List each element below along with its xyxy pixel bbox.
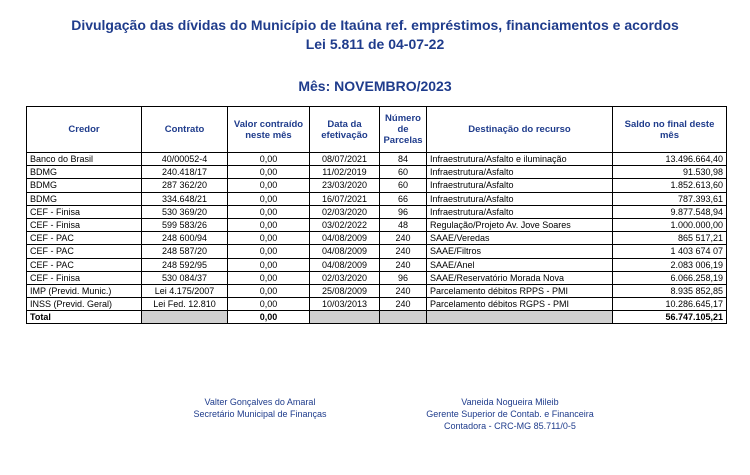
table-cell: 25/08/2009	[310, 284, 380, 297]
table-cell: 0,00	[228, 218, 310, 231]
table-cell: BDMG	[27, 179, 142, 192]
table-cell: Parcelamento débitos RPPS - PMI	[427, 284, 613, 297]
table-cell: CEF - PAC	[27, 232, 142, 245]
column-header: Contrato	[142, 107, 228, 153]
total-row	[27, 311, 727, 324]
table-cell: 40/00052-4	[142, 153, 228, 166]
table-row	[27, 284, 727, 297]
table-cell: Regulação/Projeto Av. Jove Soares	[427, 218, 613, 231]
signature-right	[390, 396, 630, 432]
table-cell: 08/07/2021	[310, 153, 380, 166]
table-cell: 0,00	[228, 298, 310, 311]
column-header: Destinação do recurso	[427, 107, 613, 153]
table-row	[27, 153, 727, 166]
table-row	[27, 179, 727, 192]
table-cell: 287 362/20	[142, 179, 228, 192]
total-saldo: 56.747.105,21	[613, 311, 727, 324]
table-cell: 6.066.258,19	[613, 271, 727, 284]
table-cell: 240	[380, 258, 427, 271]
table-cell: SAAE/Reservatório Morada Nova	[427, 271, 613, 284]
table-cell: 248 592/95	[142, 258, 228, 271]
table-cell: 240.418/17	[142, 166, 228, 179]
table-cell: 03/02/2022	[310, 218, 380, 231]
table-cell: 248 587/20	[142, 245, 228, 258]
table-cell: 1.000.000,00	[613, 218, 727, 231]
table-cell: 1.852.613,60	[613, 179, 727, 192]
table-cell: SAAE/Anel	[427, 258, 613, 271]
table-cell: 0,00	[228, 192, 310, 205]
table-cell: Lei 4.175/2007	[142, 284, 228, 297]
table-cell: 248 600/94	[142, 232, 228, 245]
table-cell: 02/03/2020	[310, 205, 380, 218]
table-cell: 530 369/20	[142, 205, 228, 218]
column-header: Saldo no final deste mês	[613, 107, 727, 153]
table-cell	[380, 311, 427, 324]
table-cell: Infraestrutura/Asfalto	[427, 205, 613, 218]
signer-role: Secretário Municipal de Finanças	[193, 409, 327, 419]
signer-credential: Contadora - CRC-MG 85.711/0-5	[444, 421, 576, 431]
table-cell: 0,00	[228, 153, 310, 166]
table-cell: 66	[380, 192, 427, 205]
table-cell: SAAE/Filtros	[427, 245, 613, 258]
table-cell: BDMG	[27, 192, 142, 205]
table-cell: 96	[380, 271, 427, 284]
table-cell: 0,00	[228, 245, 310, 258]
table-cell: 96	[380, 205, 427, 218]
signer-name: Valter Gonçalves do Amaral	[204, 397, 316, 407]
column-header: Credor	[27, 107, 142, 153]
table-cell: CEF - PAC	[27, 258, 142, 271]
document-title: Divulgação das dívidas do Município de Itaúna ref. empréstimos, financiamentos e acordos	[71, 17, 679, 33]
table-cell: Banco do Brasil	[27, 153, 142, 166]
table-cell: CEF - Finisa	[27, 205, 142, 218]
table-cell: 240	[380, 284, 427, 297]
table-cell: 13.496.664,40	[613, 153, 727, 166]
table-cell: 787.393,61	[613, 192, 727, 205]
table-cell: 2.083 006,19	[613, 258, 727, 271]
table-cell	[427, 311, 613, 324]
table-cell: 23/03/2020	[310, 179, 380, 192]
table-row	[27, 166, 727, 179]
total-valor: 0,00	[228, 311, 310, 324]
table-row	[27, 245, 727, 258]
table-cell: CEF - Finisa	[27, 271, 142, 284]
table-cell: 1 403 674 07	[613, 245, 727, 258]
signer-role: Gerente Superior de Contab. e Financeira	[426, 409, 594, 419]
table-cell: 10.286.645,17	[613, 298, 727, 311]
table-row	[27, 258, 727, 271]
table-row	[27, 192, 727, 205]
table-cell: 91.530,98	[613, 166, 727, 179]
table-cell: 530 084/37	[142, 271, 228, 284]
table-cell: 0,00	[228, 284, 310, 297]
table-cell: Infraestrutura/Asfalto	[427, 179, 613, 192]
table-header-row	[27, 107, 727, 153]
signer-name: Vaneida Nogueira Mileib	[461, 397, 559, 407]
table-row	[27, 218, 727, 231]
table-cell: 240	[380, 298, 427, 311]
table-cell: 0,00	[228, 179, 310, 192]
table-cell: 240	[380, 232, 427, 245]
table-cell: 84	[380, 153, 427, 166]
table-cell: 9.877.548,94	[613, 205, 727, 218]
table-cell: INSS (Previd. Geral)	[27, 298, 142, 311]
table-cell: Infraestrutura/Asfalto	[427, 192, 613, 205]
column-header: Valor contraído neste mês	[228, 107, 310, 153]
law-reference: Lei 5.811 de 04-07-22	[305, 36, 445, 52]
table-cell: 0,00	[228, 166, 310, 179]
column-header: Número de Parcelas	[380, 107, 427, 153]
table-cell: 0,00	[228, 271, 310, 284]
table-cell: SAAE/Veredas	[427, 232, 613, 245]
column-header: Data da efetivação	[310, 107, 380, 153]
table-row	[27, 232, 727, 245]
table-cell: 04/08/2009	[310, 245, 380, 258]
table-cell: 48	[380, 218, 427, 231]
table-cell: CEF - PAC	[27, 245, 142, 258]
table-cell: 04/08/2009	[310, 258, 380, 271]
table-cell: Infraestrutura/Asfalto e iluminação	[427, 153, 613, 166]
table-cell: 16/07/2021	[310, 192, 380, 205]
table-row	[27, 298, 727, 311]
table-cell: BDMG	[27, 166, 142, 179]
table-cell: 334.648/21	[142, 192, 228, 205]
table-cell: IMP (Previd. Munic.)	[27, 284, 142, 297]
month-label: Mês: NOVEMBRO/2023	[298, 78, 452, 94]
table-row	[27, 271, 727, 284]
table-cell	[142, 311, 228, 324]
table-row	[27, 205, 727, 218]
table-cell: 0,00	[228, 205, 310, 218]
table-cell: 240	[380, 245, 427, 258]
total-label: Total	[27, 311, 142, 324]
table-cell: 60	[380, 179, 427, 192]
table-cell: 0,00	[228, 258, 310, 271]
signature-left	[140, 396, 380, 420]
table-cell: Infraestrutura/Asfalto	[427, 166, 613, 179]
table-cell: 04/08/2009	[310, 232, 380, 245]
table-cell: CEF - Finisa	[27, 218, 142, 231]
table-cell: 599 583/26	[142, 218, 228, 231]
table-cell	[310, 311, 380, 324]
table-cell: 60	[380, 166, 427, 179]
table-cell: 0,00	[228, 232, 310, 245]
table-cell: Lei Fed. 12.810	[142, 298, 228, 311]
table-cell: 10/03/2013	[310, 298, 380, 311]
table-cell: Parcelamento débitos RGPS - PMI	[427, 298, 613, 311]
table-cell: 11/02/2019	[310, 166, 380, 179]
table-cell: 865 517,21	[613, 232, 727, 245]
debt-table	[26, 106, 727, 324]
table-cell: 02/03/2020	[310, 271, 380, 284]
table-cell: 8.935 852,85	[613, 284, 727, 297]
